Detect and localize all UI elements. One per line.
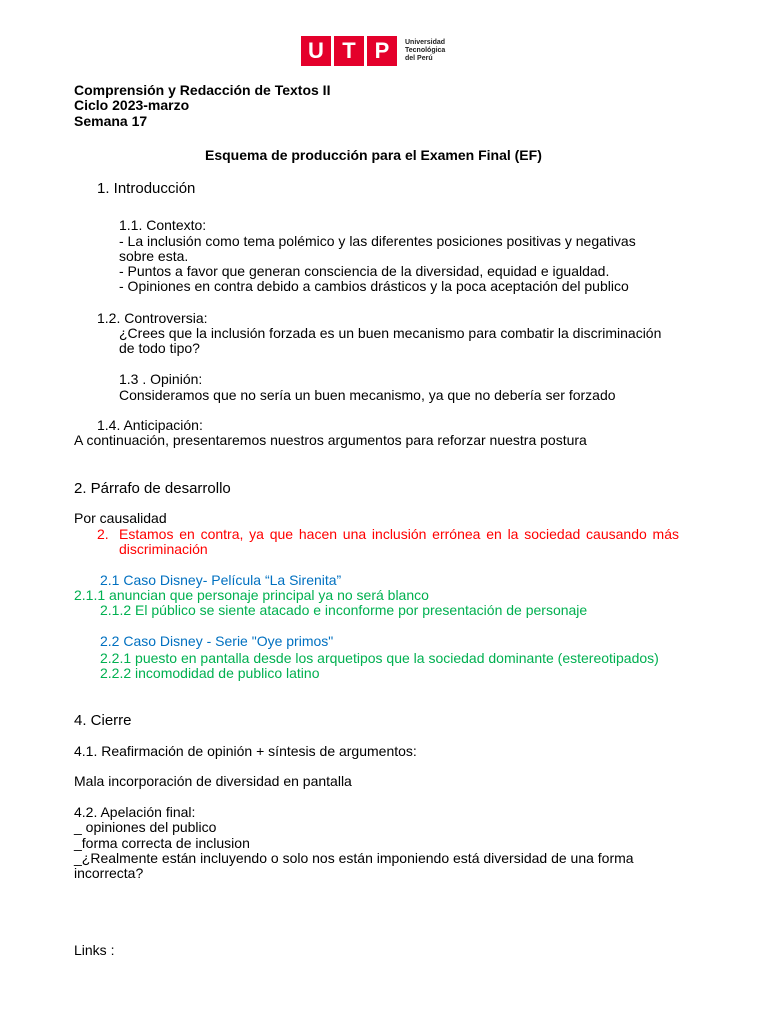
case2-item-1: 2.2.1 puesto en pantalla desde los arquetipos que la sociedad dominante (estereotipados): [100, 650, 659, 666]
development-heading: 2. Párrafo de desarrollo: [74, 480, 231, 497]
appeal-line-3: _¿Realmente están incluyendo o solo nos están imponiendo está diversidad de una forma incorrecta?: [74, 850, 634, 881]
reaffirm-text: Mala incorporación de diversidad en pantalla: [74, 773, 352, 789]
case1-title: 2.1 Caso Disney- Película “La Sirenita”: [100, 572, 342, 588]
argument-number: 2.: [97, 526, 109, 542]
context-line-3: - Opiniones en contra debido a cambios drásticos y la poca aceptación del publico: [119, 278, 629, 294]
context-line-2: - Puntos a favor que generan consciencia de la diversidad, equidad e igualdad.: [119, 263, 610, 279]
case2-title: 2.2 Caso Disney - Serie "Oye primos": [100, 633, 334, 649]
case2-item-2: 2.2.2 incomodidad de publico latino: [100, 665, 320, 681]
logo-letter-u: U: [301, 36, 331, 66]
closing-heading: 4. Cierre: [74, 712, 132, 729]
logo-subtitle: Universidad Tecnológica del Perú: [405, 39, 446, 62]
utp-logo: [301, 35, 445, 67]
context-line-1: - La inclusión como tema polémico y las diferentes posiciones positivas y negativas sobre esta.: [119, 233, 636, 264]
appeal-line-2: _forma correcta de inclusion: [74, 835, 250, 851]
cycle: Ciclo 2023-marzo: [74, 97, 190, 113]
logo-letter-p: P: [367, 36, 397, 66]
argument-text: Estamos en contra, ya que hacen una inclusión errónea en la sociedad causando más discriminación: [119, 526, 679, 557]
anticipation-text: A continuación, presentaremos nuestros argumentos para reforzar nuestra postura: [74, 432, 587, 448]
links-label: Links :: [74, 942, 115, 958]
controversy-text: ¿Crees que la inclusión forzada es un buen mecanismo para combatir la discriminación de todo tipo?: [119, 325, 662, 356]
week: Semana 17: [74, 113, 148, 129]
case1-item-1: 2.1.1 anuncian que personaje principal ya no será blanco: [74, 587, 429, 603]
appeal-label: 4.2. Apelación final:: [74, 804, 196, 820]
reaffirm-label: 4.1. Reafirmación de opinión + síntesis de argumentos:: [74, 743, 417, 759]
intro-heading: 1. Introducción: [97, 180, 196, 197]
anticipation-label: 1.4. Anticipación:: [97, 417, 203, 433]
appeal-line-1: _ opiniones del publico: [74, 819, 217, 835]
page-title: Esquema de producción para el Examen Final (EF): [205, 147, 542, 163]
opinion-text: Consideramos que no sería un buen mecanismo, ya que no debería ser forzado: [119, 387, 616, 403]
context-label: 1.1. Contexto:: [119, 217, 207, 233]
by-causality: Por causalidad: [74, 510, 167, 526]
course-name: Comprensión y Redacción de Textos II: [74, 82, 331, 98]
logo-letter-t: T: [334, 36, 364, 66]
opinion-label: 1.3 . Opinión:: [119, 371, 203, 387]
case1-item-2: 2.1.2 El público se siente atacado e inconforme por presentación de personaje: [100, 602, 588, 618]
controversy-label: 1.2. Controversia:: [97, 310, 208, 326]
